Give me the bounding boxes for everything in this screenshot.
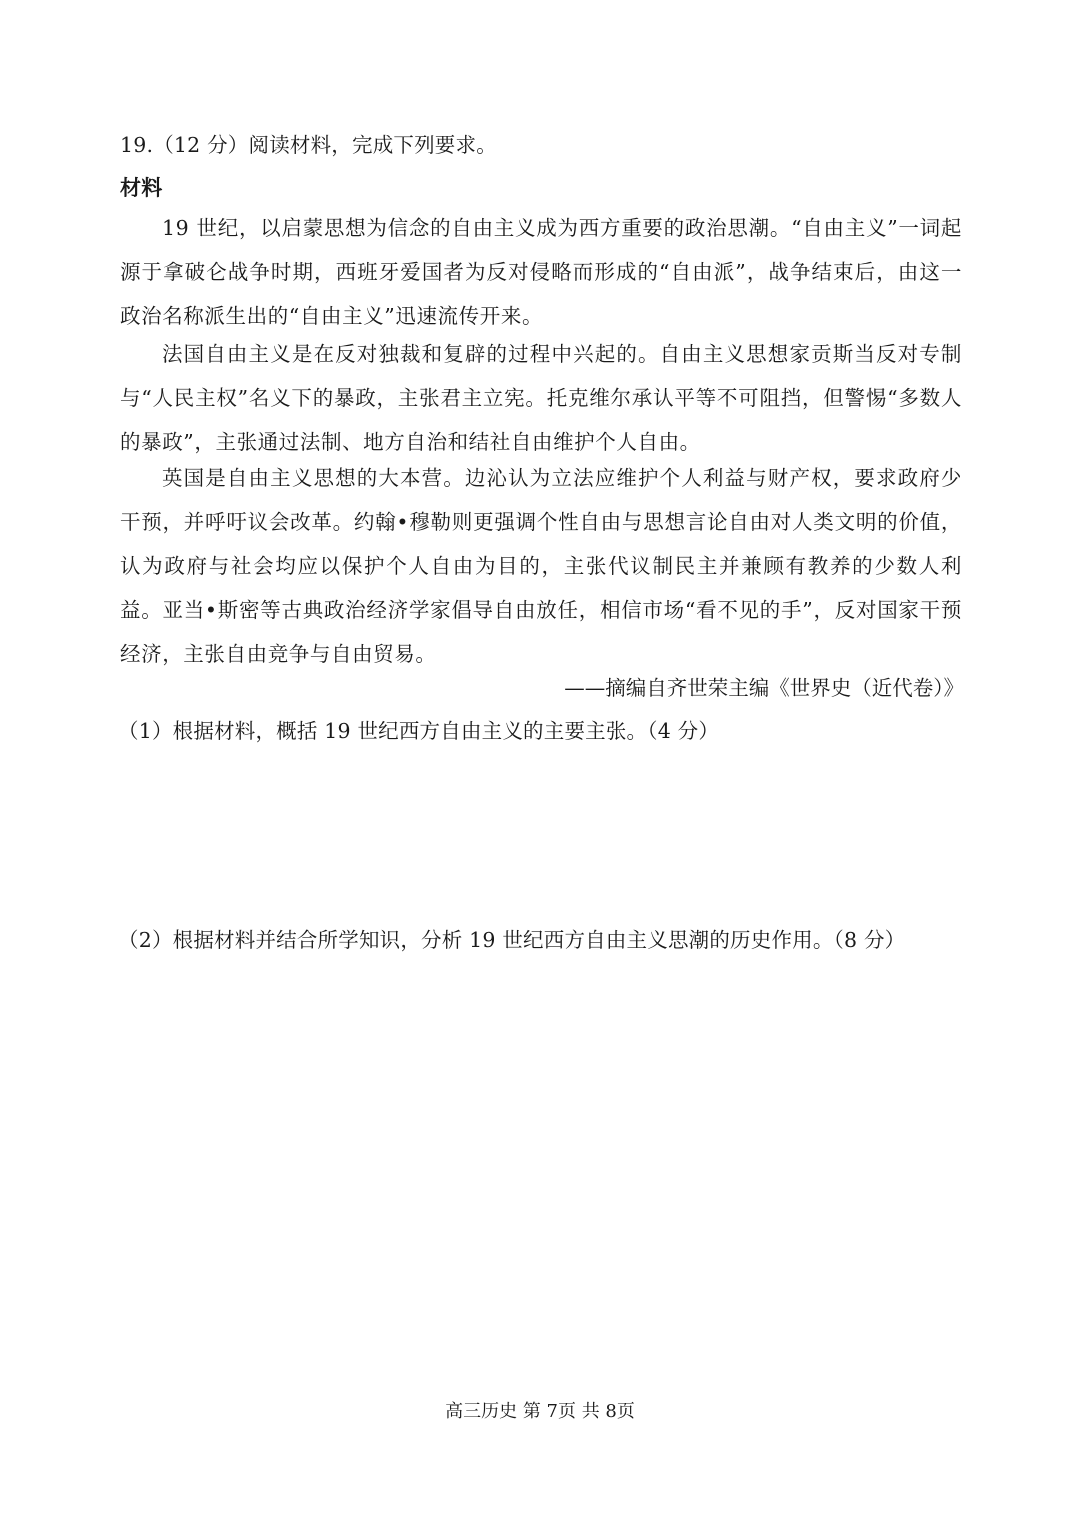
material-paragraph-2: 法国自由主义是在反对独裁和复辟的过程中兴起的。自由主义思想家贡斯当反对专制与“人民主权”名义下的暴政，主张君主立宪。托克维尔承认平等不可阻挡，但警惕“多数人的暴政”，主张通过法制、地方自治和结社自由维护个人自由。 xyxy=(120,342,962,454)
material-label: 材料 xyxy=(120,176,163,200)
sub-question-2: （2）根据材料并结合所学知识，分析 19 世纪西方自由主义思潮的历史作用。（8 分） xyxy=(118,928,906,952)
material-paragraph-3: 英国是自由主义思想的大本营。边沁认为立法应维护个人利益与财产权，要求政府少干预，并呼吁议会改革。约翰•穆勒则更强调个性自由与思想言论自由对人类文明的价值，认为政府与社会均应以保护个人自由为目的，主张代议制民主并兼顾有教养的少数人利益。亚当•斯密等古典政治经济学家倡导自由放任，相信市场“看不见的手”，反对国家干预经济，主张自由竞争与自由贸易。 xyxy=(120,466,962,666)
material-source: ——摘编自齐世荣主编《世界史（近代卷）》 xyxy=(564,676,964,700)
page-footer: 高三历史 第 7页 共 8页 xyxy=(445,1401,635,1422)
material-paragraph-1: 19 世纪，以启蒙思想为信念的自由主义成为西方重要的政治思潮。“自由主义”一词起源于拿破仑战争时期，西班牙爱国者为反对侵略而形成的“自由派”，战争结束后，由这一政治名称派生出的“自由主义”迅速流传开来。 xyxy=(120,216,962,328)
sub-question-1: （1）根据材料，概括 19 世纪西方自由主义的主要主张。（4 分） xyxy=(118,719,720,743)
question-title: 19.（12 分）阅读材料，完成下列要求。 xyxy=(120,133,497,157)
